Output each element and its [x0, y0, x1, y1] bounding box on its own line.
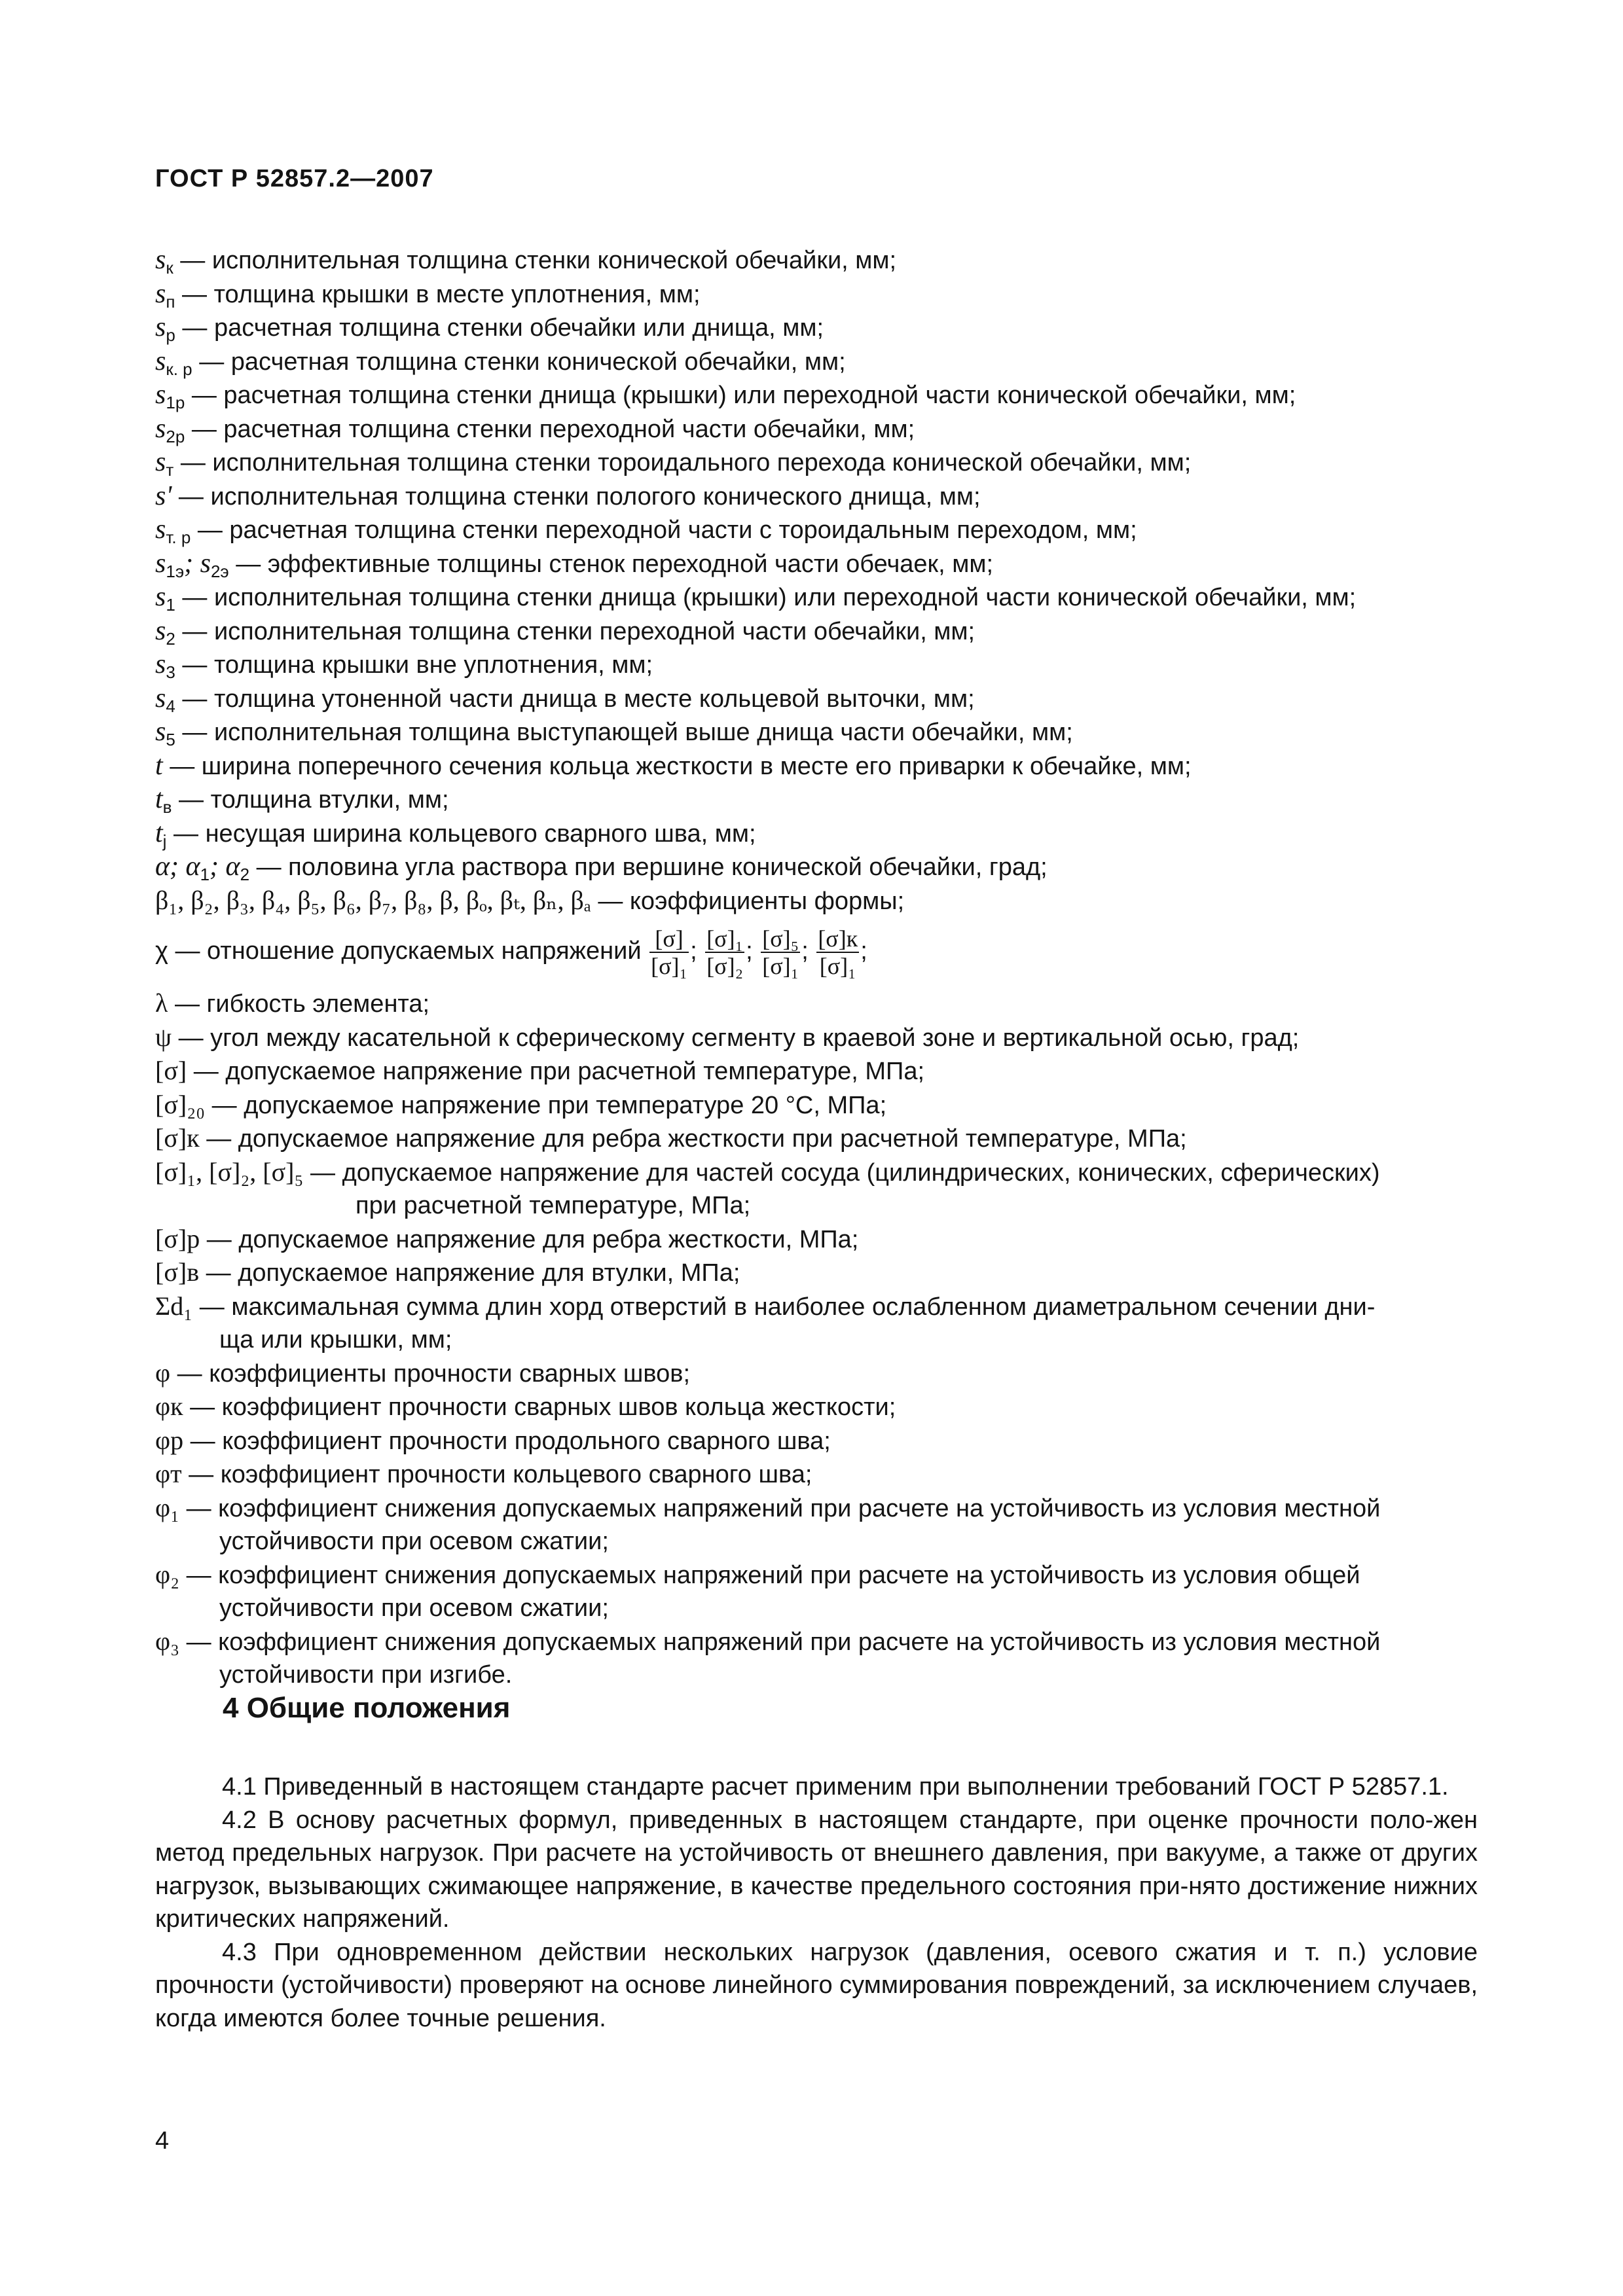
definition-symbol: s: [155, 380, 166, 410]
definition-text: — исполнительная толщина стенки переходной части обечайки, мм;: [175, 617, 976, 645]
paragraph-4-1: 4.1 Приведенный в настоящем стандарте расчет применим при выполнении требований ГОСТ Р 52857.1.: [222, 1773, 1449, 1801]
fraction-denominator: [σ]₁: [819, 953, 856, 979]
fraction-numerator: [σ]к: [818, 925, 858, 952]
definition-item: [155, 412, 1478, 446]
definition-item: [155, 1558, 1478, 1625]
definition-symbol: s: [155, 615, 166, 646]
fraction-2: [705, 925, 744, 979]
definition-text: — исполнительная толщина стенки днища (крышки) или переходной части конической обечайки, мм;: [175, 584, 1357, 611]
definition-text: — эффективные толщины стенок переходной части обечаек, мм;: [228, 550, 994, 578]
page-number: 4: [155, 2127, 170, 2155]
definition-item: [155, 1492, 1478, 1558]
definition-text: — толщина утоненной части днища в месте кольцевой выточки, мм;: [175, 685, 975, 713]
definition-item: [155, 278, 1478, 312]
definition-item: [155, 749, 1478, 783]
definitions-list: [155, 243, 1478, 1692]
definition-symbol: s: [155, 447, 166, 477]
fraction-4: [816, 925, 859, 979]
definition-subscript: 4: [166, 696, 175, 716]
definition-subscript: j: [162, 831, 167, 851]
definition-item: [155, 378, 1478, 412]
fraction-numerator: [σ]: [649, 925, 689, 953]
definition-subscript: 1: [200, 865, 210, 884]
definition-text: — гибкость элемента;: [168, 990, 430, 1018]
definition-text: — исполнительная толщина стенки пологого конического днища, мм;: [172, 482, 981, 511]
definition-item: [155, 311, 1478, 345]
definition-item: [155, 1088, 1478, 1122]
definition-item: [155, 850, 1478, 884]
definition-item: [155, 345, 1478, 379]
definition-text: — расчетная толщина стенки переходной части обечайки, мм;: [185, 415, 915, 443]
definition-text: — допускаемое напряжение для втулки, МПа;: [199, 1259, 740, 1287]
definition-item: [155, 817, 1478, 851]
definition-symbol: s: [155, 245, 166, 275]
fraction-1: [649, 925, 689, 979]
definition-item: [155, 480, 1478, 514]
definition-text: — толщина втулки, мм;: [172, 786, 449, 814]
definition-subscript: к. р: [166, 359, 192, 379]
definition-text: — исполнительная толщина выступающей выше днища части обечайки, мм;: [175, 719, 1073, 746]
definition-item: [155, 1021, 1478, 1055]
definition-symbol: ; s: [184, 548, 211, 579]
section-body: [155, 1770, 1478, 2035]
definition-symbol: t: [155, 750, 163, 781]
definition-text: — максимальная сумма длин хорд отверстий в наиболее ослабленном диаметральном сечении дни-: [192, 1293, 1376, 1321]
definition-text: — толщина крышки в месте уплотнения, мм;: [175, 280, 701, 308]
definition-subscript: т. р: [166, 528, 191, 547]
definition-beta: [155, 884, 1478, 918]
definition-text: — исполнительная толщина стенки конической обечайки, мм;: [173, 247, 897, 274]
fraction-numerator: [σ]₅: [762, 925, 799, 952]
definition-symbol: φ₁: [155, 1492, 180, 1522]
definition-text: — допускаемое напряжение для ребра жесткости, МПа;: [200, 1225, 859, 1253]
definition-subscript: 2р: [166, 426, 185, 446]
definition-continuation: ща или крышки, мм;: [219, 1326, 452, 1354]
definition-item: [155, 715, 1478, 749]
definition-text: — ширина поперечного сечения кольца жесткости в месте его приварки к обечайке, мм;: [162, 752, 1192, 780]
definition-symbol: Σd₁: [155, 1291, 193, 1321]
definition-symbol: t: [155, 817, 163, 848]
definition-continuation: при расчетной температуре, МПа;: [356, 1192, 751, 1219]
definition-item: [155, 1625, 1478, 1692]
definition-text: — коэффициент снижения допускаемых напряжений при расчете на устойчивость из условия местной: [179, 1494, 1381, 1522]
definition-text: — половина угла раствора при вершине конической обечайки, град;: [249, 853, 1048, 881]
document-header: ГОСТ Р 52857.2—2007: [155, 165, 434, 192]
definition-subscript: 1э: [166, 561, 185, 581]
definition-item: [155, 783, 1478, 817]
definition-item: [155, 1290, 1478, 1357]
definition-subscript: п: [166, 291, 175, 312]
definition-item: [155, 1424, 1478, 1458]
definition-subscript: т: [166, 460, 174, 480]
definition-symbol: s: [155, 413, 166, 444]
definition-subscript: р: [166, 325, 175, 345]
definition-text: — расчетная толщина стенки конической обечайки, мм;: [192, 348, 846, 376]
definition-symbol: s: [155, 312, 166, 342]
chi-lead: χ — отношение допускаемых напряжений: [155, 937, 642, 965]
definition-text: — толщина крышки вне уплотнения, мм;: [175, 651, 653, 679]
definition-text: — коэффициент снижения допускаемых напряжений при расчете на устойчивость из условия общей: [179, 1561, 1360, 1589]
definition-item: [155, 446, 1478, 480]
definition-item: [155, 513, 1478, 547]
definition-subscript: 2: [240, 865, 250, 884]
definition-symbol: s: [155, 717, 166, 747]
definition-item: [155, 682, 1478, 716]
definition-continuation: устойчивости при осевом сжатии;: [219, 1528, 609, 1555]
definition-subscript: 1р: [166, 393, 185, 412]
definition-text: — допускаемое напряжение при температуре 20 °С, МПа;: [205, 1091, 887, 1119]
definition-subscript: в: [162, 797, 172, 817]
definition-item: [155, 581, 1478, 615]
definition-item: [155, 1256, 1478, 1290]
definition-symbol: ; α: [210, 852, 240, 882]
definition-text: — коэффициент снижения допускаемых напряжений при расчете на устойчивость из условия местной: [179, 1628, 1381, 1656]
fraction-numerator: [σ]₁: [706, 925, 744, 952]
definition-text: — допускаемое напряжение при расчетной температуре, МПа;: [187, 1058, 925, 1085]
definition-symbol: s: [155, 346, 166, 376]
definition-symbol: [σ]к: [155, 1123, 200, 1153]
definition-symbol: φ₃: [155, 1626, 180, 1656]
fraction-denominator: [σ]₁: [651, 953, 688, 979]
definition-symbol: t: [155, 784, 163, 814]
definition-text: — допускаемое напряжение для частей сосуда (цилиндрических, конических, сферических): [303, 1158, 1380, 1187]
paragraph-4-3: 4.3 При одновременном действии нескольких нагрузок (давления, осевого сжатия и т. п.) условие прочности (устойчивости) проверяют на основе линейного суммирования повреждений, за исключением случаев, когда имеются более точные решения.: [155, 1938, 1478, 2032]
definition-symbol: [σ]₂₀: [155, 1089, 206, 1119]
definition-text: — коэффициенты формы;: [591, 887, 905, 915]
definition-symbol: s: [155, 582, 166, 612]
definition-subscript: 1: [166, 595, 175, 615]
definition-text: — расчетная толщина стенки днища (крышки) или переходной части конической обечайки, мм;: [185, 382, 1296, 409]
definition-text: — расчетная толщина стенки обечайки или днища, мм;: [175, 314, 824, 342]
definition-symbol: φр: [155, 1425, 184, 1455]
definition-item: [155, 1054, 1478, 1088]
definition-item: [155, 1156, 1478, 1223]
definition-symbol: s: [155, 278, 166, 309]
definition-item: [155, 1223, 1478, 1257]
definition-symbol: [σ]₁, [σ]₂, [σ]₅: [155, 1157, 304, 1187]
definition-text: — коэффициент прочности сварных швов кольца жесткости;: [183, 1393, 896, 1421]
definition-chi: χ — отношение допускаемых напряжений $\frac{[\sigma]}{\text{[σ]₁}}$ ; $\frac{\text{[σ]₁}}{\text{[σ]₂}}$ ; $\frac{\text{[σ]₅}}{\text{[σ]₁}}$ ; $\frac{[\sigma]к}{\text{[σ]₁}}$ ;: [155, 925, 867, 979]
definition-item: [155, 1122, 1478, 1156]
definition-symbol: s: [155, 649, 166, 679]
definition-continuation: устойчивости при осевом сжатии;: [219, 1594, 609, 1622]
definition-symbol: β₁, β₂, β₃, β₄, β₅, β₆, β₇, β₈, β, βₒ, βₜ, βₙ, βₐ: [155, 885, 591, 915]
definition-item: [155, 1458, 1478, 1492]
definition-symbol: [σ]: [155, 1056, 187, 1085]
definition-item: [155, 1357, 1478, 1391]
definition-subscript: 2э: [210, 561, 229, 581]
definition-symbol: s: [155, 683, 166, 713]
definition-item: [155, 547, 1478, 581]
definition-item: [155, 243, 1478, 278]
fraction-denominator: [σ]₁: [762, 953, 799, 979]
section-heading: 4 Общие положения: [223, 1692, 511, 1724]
definition-text: — коэффициент прочности продольного сварного шва;: [183, 1427, 831, 1455]
definition-symbol: φк: [155, 1391, 183, 1421]
definition-symbol: [σ]в: [155, 1257, 200, 1287]
definition-symbol: α; α: [155, 852, 200, 882]
definition-item: [155, 615, 1478, 649]
definition-subscript: 2: [166, 628, 175, 649]
definition-subscript: 3: [166, 662, 175, 682]
fraction-denominator: [σ]₂: [706, 953, 744, 979]
definition-item: [155, 648, 1478, 682]
definition-text: — несущая ширина кольцевого сварного шва, мм;: [166, 819, 756, 848]
definition-symbol: λ: [155, 988, 168, 1018]
definition-symbol: φт: [155, 1459, 182, 1488]
paragraph-4-2: 4.2 В основу расчетных формул, приведенных в настоящем стандарте, при оценке прочности поло-жен метод предельных нагрузок. При расчете на устойчивость от внешнего давления, при вакууме, а также от других нагрузок, вызывающих сжимающее напряжение, в качестве предельного состояния при-нято достижение нижних критических напряжений.: [155, 1806, 1478, 1933]
definition-subscript: 5: [166, 730, 175, 749]
definition-subscript: к: [166, 258, 173, 278]
definition-item: [155, 1390, 1478, 1424]
definition-text: — угол между касательной к сферическому сегменту в краевой зоне и вертикальной осью, град;: [172, 1024, 1300, 1052]
definition-symbol: s: [155, 548, 166, 579]
definition-text: — исполнительная толщина стенки тороидального перехода конической обечайки, мм;: [173, 449, 1192, 476]
definition-text: — расчетная толщина стенки переходной части с тороидальным переходом, мм;: [191, 516, 1137, 544]
definition-symbol: ψ: [155, 1022, 172, 1052]
definition-symbol: s': [155, 480, 172, 511]
fraction-3: [761, 925, 800, 979]
definition-text: — коэффициенты прочности сварных швов;: [170, 1359, 691, 1388]
definition-symbol: φ: [155, 1357, 171, 1388]
definition-symbol: φ₂: [155, 1559, 180, 1589]
definition-item: [155, 987, 1478, 1021]
definition-symbol: [σ]р: [155, 1223, 200, 1253]
definition-text: — допускаемое напряжение для ребра жесткости при расчетной температуре, МПа;: [199, 1125, 1187, 1153]
definition-text: — коэффициент прочности кольцевого сварного шва;: [181, 1461, 812, 1488]
definition-continuation: устойчивости при изгибе.: [219, 1661, 513, 1689]
definition-symbol: s: [155, 514, 166, 545]
